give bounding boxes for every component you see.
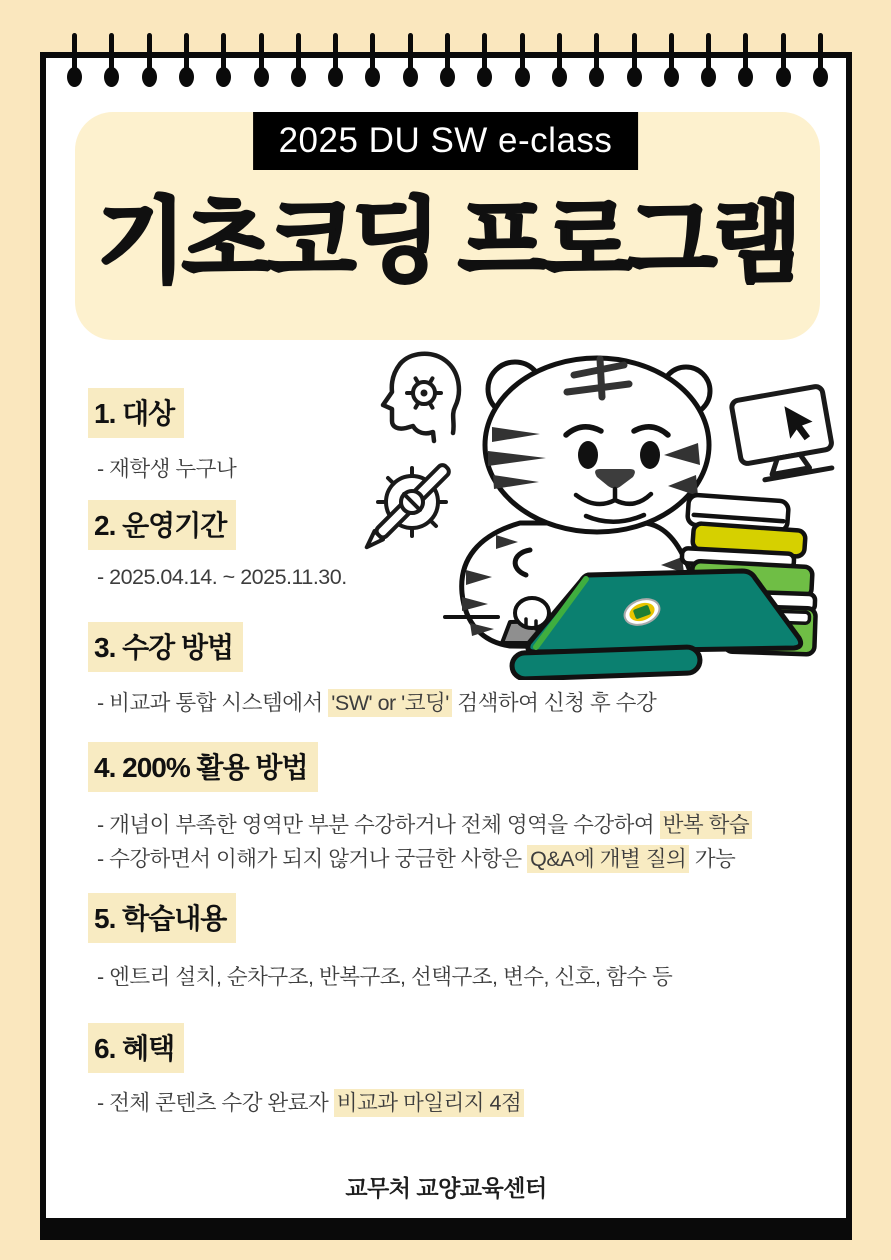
binding-pin <box>669 33 674 74</box>
binding-pin <box>72 33 77 74</box>
binding-pin <box>296 33 301 74</box>
footer-organization: 교무처 교양교육센터 <box>345 1175 547 1201</box>
binding-pin <box>706 33 711 74</box>
section-body-6: - 전체 콘텐츠 수강 완료자 비교과 마일리지 4점 <box>97 1086 524 1117</box>
binding-pin <box>259 33 264 74</box>
section-heading-6: 6. 혜택 <box>88 1023 184 1073</box>
section-heading-4: 4. 200% 활용 방법 <box>88 742 318 792</box>
binding-pin <box>557 33 562 74</box>
binding-pin <box>520 33 525 74</box>
section-heading-3: 3. 수강 방법 <box>88 622 243 672</box>
section-body-5: - 엔트리 설치, 순차구조, 반복구조, 선택구조, 변수, 신호, 함수 등 <box>97 965 673 989</box>
binding-pin <box>445 33 450 74</box>
section-body-4-line-1: - 개념이 부족한 영역만 부분 수강하거나 전체 영역을 수강하여 반복 학습 <box>97 808 752 839</box>
section-body-1: - 재학생 누구나 <box>97 457 237 481</box>
section-heading-1: 1. 대상 <box>88 388 184 438</box>
binding-pin <box>632 33 637 74</box>
binding-pin <box>482 33 487 74</box>
binding-pin <box>184 33 189 74</box>
binding-pin <box>370 33 375 74</box>
binding-pin <box>221 33 226 74</box>
binding-pin <box>781 33 786 74</box>
binding-pin <box>818 33 823 74</box>
binding-pin <box>109 33 114 74</box>
binding-pin <box>147 33 152 74</box>
binding-pin <box>408 33 413 74</box>
section-body-3: - 비교과 통합 시스템에서 'SW' or '코딩' 검색하여 신청 후 수강 <box>97 691 657 715</box>
section-heading-2: 2. 운영기간 <box>88 500 236 550</box>
page-title: 기초코딩 프로그램 <box>97 191 798 293</box>
section-heading-5: 5. 학습내용 <box>88 893 236 943</box>
binding-pin <box>594 33 599 74</box>
binding-pin <box>333 33 338 74</box>
binding-pin <box>743 33 748 74</box>
section-body-4-line-2: - 수강하면서 이해가 되지 않거나 궁금한 사항은 Q&A에 개별 질의 가능 <box>97 847 736 871</box>
badge: 2025 DU SW e-class <box>253 112 639 170</box>
section-body-2: - 2025.04.14. ~ 2025.11.30. <box>97 565 347 589</box>
spiral-binding <box>0 0 891 100</box>
